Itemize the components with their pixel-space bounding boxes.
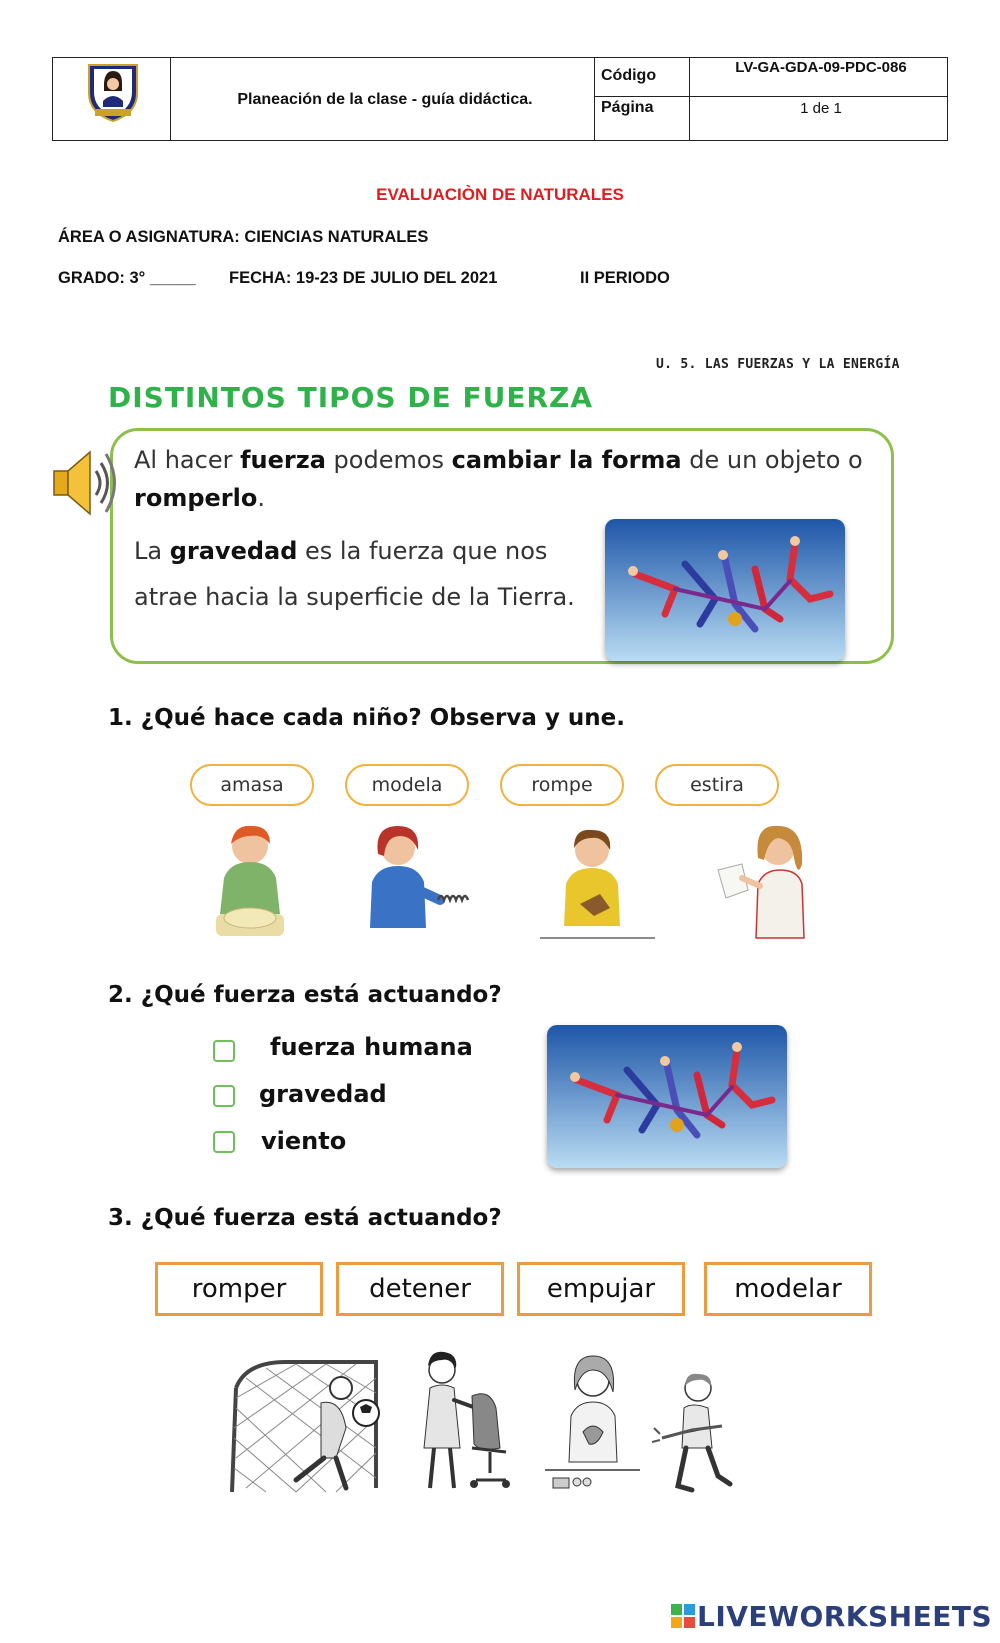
option-modelar[interactable]: modelar (704, 1262, 872, 1316)
unit-label: U. 5. LAS FUERZAS Y LA ENERGÍA (656, 357, 900, 372)
periodo-line: II PERIODO (580, 269, 670, 287)
checkbox-gravedad[interactable] (213, 1085, 235, 1107)
fecha-line: FECHA: 19-23 DE JULIO DEL 2021 (229, 269, 498, 287)
goalkeeper-image[interactable] (226, 1358, 391, 1498)
document-title: Planeación de la clase - guía didáctica. (237, 91, 533, 108)
skydivers-image (605, 519, 845, 661)
liveworksheets-logo-icon (671, 1604, 695, 1628)
child-kneading-image[interactable] (200, 818, 300, 948)
info-line-2: romperlo. (134, 484, 265, 512)
codigo-value: LV-GA-GDA-09-PDC-086 (735, 59, 907, 76)
school-crest-logo (85, 61, 141, 123)
pagina-value: 1 de 1 (800, 100, 842, 117)
child-modeling-spring-image[interactable] (360, 820, 480, 935)
option-romper[interactable]: romper (155, 1262, 323, 1316)
checkbox-fuerza-humana[interactable] (213, 1040, 235, 1062)
option-gravedad: gravedad (259, 1080, 387, 1108)
grado-line: GRADO: 3° _____ (58, 269, 196, 287)
header-table (52, 57, 948, 141)
girl-pushing-chair-image[interactable] (410, 1348, 520, 1498)
question-3: 3. ¿Qué fuerza está actuando? (108, 1205, 502, 1231)
option-estira[interactable]: estira (655, 764, 779, 806)
girl-modeling-clay-image[interactable] (545, 1350, 640, 1500)
codigo-label: Código (601, 67, 657, 84)
option-empujar[interactable]: empujar (517, 1262, 685, 1316)
child-stretching-image[interactable] (712, 818, 822, 943)
option-viento: viento (261, 1127, 347, 1155)
option-modela[interactable]: modela (345, 764, 469, 806)
boy-breaking-stick-image[interactable] (652, 1368, 742, 1498)
evaluation-title: EVALUACIÒN DE NATURALES (376, 185, 624, 204)
pagina-label: Página (601, 99, 654, 116)
info-line-3: La gravedad es la fuerza que nos (134, 537, 548, 565)
child-breaking-image[interactable] (540, 822, 655, 942)
info-line-4: atrae hacia la superficie de la Tierra. (134, 583, 575, 611)
question-2: 2. ¿Qué fuerza está actuando? (108, 982, 502, 1008)
section-title: DISTINTOS TIPOS DE FUERZA (108, 381, 593, 414)
skydivers-image-2 (547, 1025, 787, 1168)
option-detener[interactable]: detener (336, 1262, 504, 1316)
option-amasa[interactable]: amasa (190, 764, 314, 806)
question-1: 1. ¿Qué hace cada niño? Observa y une. (108, 705, 625, 731)
info-line-1: Al hacer fuerza podemos cambiar la forma de un objeto o (134, 446, 863, 474)
liveworksheets-brand[interactable]: LIVEWORKSHEETS (697, 1600, 993, 1633)
checkbox-viento[interactable] (213, 1131, 235, 1153)
area-line: ÁREA O ASIGNATURA: CIENCIAS NATURALES (58, 228, 429, 246)
option-fuerza-humana: fuerza humana (270, 1033, 473, 1061)
speaker-icon[interactable] (50, 444, 118, 522)
option-rompe[interactable]: rompe (500, 764, 624, 806)
